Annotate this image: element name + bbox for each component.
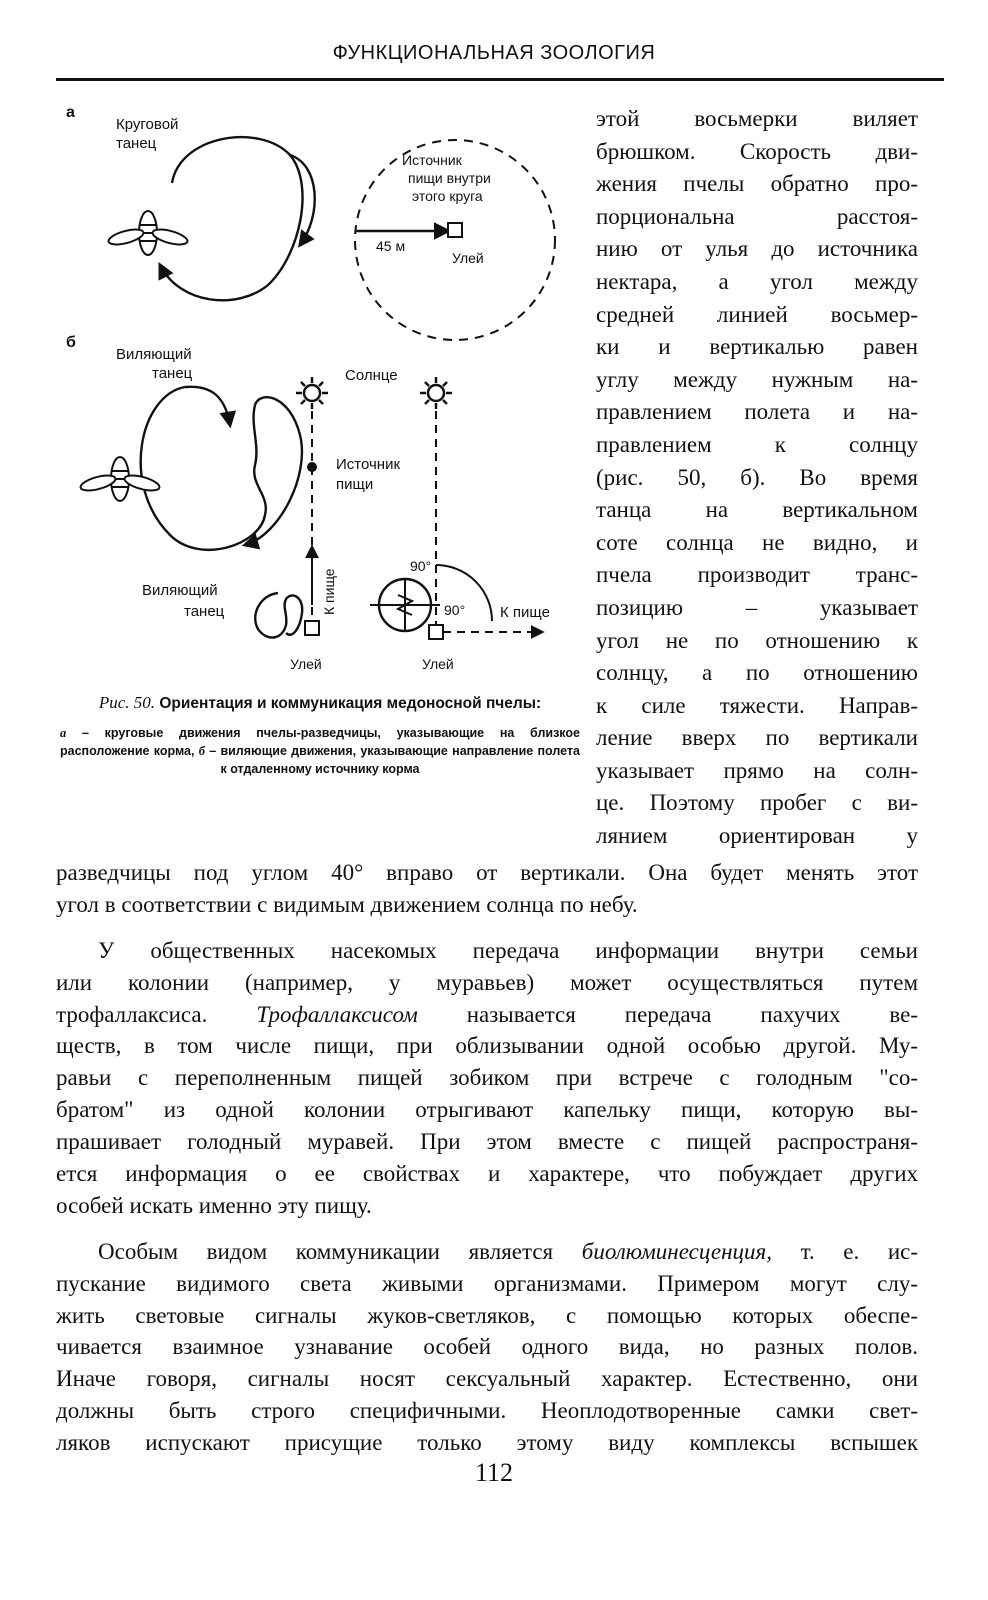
angle-right-label: 90° <box>444 602 466 618</box>
text-line: разведчицы под углом 40° вправо от вертикали. Она будет менять этот <box>56 860 918 885</box>
text-line: братом" из одной колонии отрыгивают капельку пищи, которую вы- <box>56 1097 918 1123</box>
hive-square-b1 <box>305 621 319 635</box>
text-line: равьи с переполненным пищей зобиком при встрече с голодным "со- <box>56 1065 918 1091</box>
hive-label-b2: Улей <box>422 656 454 672</box>
caption-title <box>60 692 580 714</box>
text-line: лянием ориентирован у <box>596 823 918 849</box>
waggle-dance-path <box>141 387 302 550</box>
caption-title-text: Ориентация и коммуникация медоносной пчелы: <box>159 695 542 712</box>
to-food-vertical-label: К пище <box>321 568 337 615</box>
text-run: Особым видом коммуникации является <box>98 1238 582 1264</box>
text-run: трофаллаксиса. <box>56 1001 257 1027</box>
caption-b-text: – виляющие движения, указывающие направление полета к отдаленному источнику корма <box>209 744 580 776</box>
text-line: угол в соответствии с видимым движением солнца по небу. <box>56 891 638 917</box>
text-line: средней линией восьмер- <box>596 301 918 327</box>
text-line: должны быть строго специфичными. Неоплодотворенные самки свет- <box>56 1398 918 1424</box>
page-number: 112 <box>474 1458 514 1487</box>
distance-label: 45 м <box>376 238 406 254</box>
text-line: соте солнца не видно, и <box>596 529 918 555</box>
text-line: прашивает голодный муравей. При этом вместе с пищей распространя- <box>56 1129 918 1155</box>
text-line: танца на вертикальном <box>596 497 918 523</box>
text-line: углу между нужным на- <box>596 366 918 392</box>
food-source-label-1: Источник <box>402 152 462 168</box>
text-line: или колонии (например, у муравьев) может осуществляться путем <box>56 969 918 995</box>
text-line: порциональна расстоя- <box>596 203 918 229</box>
text-line: правлением к солнцу <box>596 431 918 457</box>
term-trophallaxis: Трофаллаксисом <box>256 1001 418 1027</box>
text-line: чивается взаимное узнавание особей одного вида, но разных полов. <box>56 1334 918 1360</box>
text-line <box>56 999 918 1031</box>
text-line: правлением полета и на- <box>596 399 918 425</box>
term-bioluminescence: биолюминесценция, <box>581 1238 772 1264</box>
text-line: этой восьмерки виляет <box>596 106 918 131</box>
sun-icon <box>296 377 328 409</box>
text-line: ется информация о ее свойствах и характере, что побуждает других <box>56 1161 918 1187</box>
text-line: ляков испускают присущие только этому виду комплексы вспышек <box>56 1430 918 1456</box>
caption-a-label: а <box>60 726 67 740</box>
hive-square-b2 <box>429 625 443 639</box>
small-waggle-figure <box>255 593 302 638</box>
text-line: ществ, в том числе пищи, при облизывании одной особью другой. Му- <box>56 1033 918 1059</box>
round-dance-path <box>160 137 303 300</box>
right-column-text <box>596 103 918 853</box>
text-line: солнцу, а по отношению <box>596 660 918 686</box>
text-line: к силе тяжести. Направ- <box>596 692 918 718</box>
food-label-1: Источник <box>336 456 401 473</box>
text-line <box>56 1236 918 1268</box>
text-line: пускание видимого света живыми организмами. Примером могут слу- <box>56 1270 918 1296</box>
text-line: ление вверх по вертикали <box>596 725 918 751</box>
caption-b-label: б <box>198 744 205 758</box>
text-line: жить световые сигналы жуков-светляков, с помощью которых обеспе- <box>56 1302 918 1328</box>
text-line: У общественных насекомых передача информации внутри семьи <box>98 937 918 963</box>
text-line: брюшком. Скорость дви- <box>596 138 918 164</box>
text-run: называется передача пахучих ве- <box>417 1001 918 1027</box>
small-waggle-label-1: Виляющий <box>142 582 218 599</box>
hive-label-a: Улей <box>452 250 484 266</box>
text-line: (рис. 50, б). Во время <box>596 464 918 490</box>
bee-icon <box>107 211 189 255</box>
angle-top-label: 90° <box>410 558 432 574</box>
food-source-label-2: пищи внутри <box>408 170 491 186</box>
food-source-label-3: этого круга <box>412 188 483 204</box>
waggle-dance-left-loop <box>185 387 230 425</box>
caption-body <box>60 724 580 778</box>
hive-label-b1: Улей <box>290 656 322 672</box>
food-dot <box>307 462 317 472</box>
waggle-dance-label-2: танец <box>152 365 193 382</box>
small-waggle-label-2: танец <box>184 603 225 620</box>
caption-fig-label: Рис. 50. <box>98 693 155 712</box>
text-line: угол не по отношению к <box>596 627 918 653</box>
bee-icon-waggle <box>79 457 161 501</box>
food-label-2: пищи <box>336 476 374 493</box>
text-line: нектара, а угол между <box>596 268 918 294</box>
panel-b-label: б <box>66 334 76 351</box>
figure-caption <box>60 692 580 778</box>
text-line: це. Поэтому пробег с ви- <box>596 790 918 816</box>
text-line: пчела производит транс- <box>596 562 918 588</box>
figure-50 <box>60 95 580 705</box>
text-line: особей искать именно эту пищу. <box>56 1192 372 1218</box>
text-line: нию от улья до источника <box>596 236 918 262</box>
text-line: позицию – указывает <box>596 594 918 620</box>
text-line: указывает прямо на солн- <box>596 757 918 783</box>
hive-square-a <box>448 223 462 237</box>
panel-a-label: а <box>66 104 75 121</box>
sun-label: Солнце <box>345 367 398 384</box>
text-line: жения пчелы обратно про- <box>596 171 918 197</box>
body-text <box>56 857 918 1459</box>
header-rule <box>56 78 944 81</box>
running-header: ФУНКЦИОНАЛЬНАЯ ЗООЛОГИЯ <box>332 42 656 64</box>
caption-a-text: – круговые движения пчелы-разведчицы, указывающие на близкое расположение корма, <box>60 726 580 758</box>
text-line: Иначе говоря, сигналы носят сексуальный характер. Естественно, они <box>56 1366 918 1392</box>
text-line: ки и вертикалью равен <box>596 334 918 360</box>
to-food-right-label: К пище <box>500 604 550 621</box>
waggle-dance-label-1: Виляющий <box>116 346 192 363</box>
round-dance-label-2: танец <box>116 135 157 152</box>
sun-icon-2 <box>420 377 452 409</box>
text-run: т. е. ис- <box>771 1238 918 1264</box>
round-dance-label-1: Круговой <box>116 116 179 133</box>
